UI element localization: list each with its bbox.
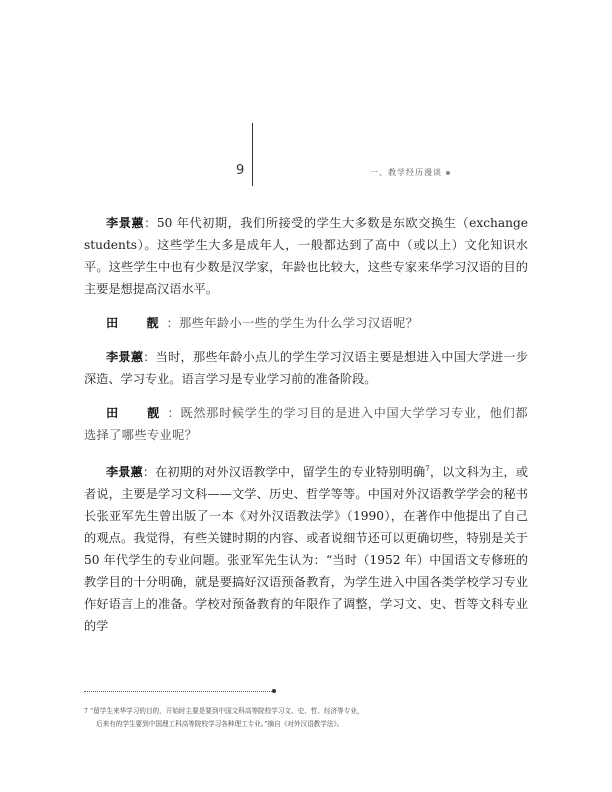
running-head-text: 一、教学经历漫谈 — [370, 168, 442, 177]
page-number: 9 — [236, 163, 245, 178]
footnote-divider-dot-icon — [272, 689, 276, 693]
running-head — [370, 167, 450, 178]
paragraph-2 — [84, 312, 528, 334]
paragraph-text: ：既然那时候学生的学习目的是进入中国大学学习专业，他们都选择了哪些专业呢？ — [84, 406, 529, 442]
footnote-line-1: “留学生来华学习的目的，开始时主要是要到中国文科高等院校学习文、史、哲、经济等专业， — [89, 707, 364, 715]
paragraph-3 — [84, 346, 528, 390]
footnote-mark: 7 — [84, 708, 88, 715]
footnote-line-2: 后来有的学生要到中国理工科高等院校学习各种理工专业。”摘自《对外汉语教学法》。 — [96, 720, 344, 728]
speaker-name: 李景蕙 — [106, 350, 144, 364]
speaker-name: 田 靓 — [106, 406, 168, 420]
body-text — [84, 212, 528, 649]
paragraph-text: ，以文科为主，或者说，主要是学习文科——文学、历史、哲学等等。中国对外汉语教学学会的秘书长张亚军先生曾出版了一本《对外汉语教法学》（1990），在著作中他提出了自己的观点。我觉得，有些关键时期的内容、或者说细节还可以更确切些，特别是关于 50 年代学生的专业问题。张亚军先生认为：“当时（1952 年）中国语文专修班的教学目的十分明确，就是要搞好汉语预备教育，为学生进入中国各类学校学习专业作好语言上的准备。学校对预备教育的年限作了调整，学习文、史、哲等文科专业的学 — [84, 465, 529, 634]
paragraph-1 — [84, 212, 528, 300]
speaker-name: 田 靓 — [106, 316, 167, 330]
paragraph-text: ：当时，那些年龄小点儿的学生学习汉语主要是想进入中国大学进一步深造、学习专业。语言学习是专业学习前的准备阶段。 — [84, 350, 529, 386]
footnote-divider — [84, 691, 274, 692]
footnote — [84, 705, 528, 730]
paragraph-5 — [84, 458, 528, 637]
speaker-name: 李景蕙 — [106, 216, 145, 230]
running-head-dot-icon — [446, 171, 450, 175]
header-vertical-rule — [252, 123, 253, 186]
paragraph-4 — [84, 402, 528, 446]
footnote-reference[interactable]: 7 — [425, 465, 430, 473]
paragraph-text: ：在初期的对外汉语教学中，留学生的专业特别明确 — [142, 465, 426, 480]
paragraph-text: ：那些年龄小一些的学生为什么学习汉语呢？ — [166, 316, 419, 330]
paragraph-text: ：50 年代初期，我们所接受的学生大多数是东欧交换生（exchange students）。这些学生大多是成年人，一般都达到了高中（或以上）文化知识水平。这些学生中也有少数是汉学家，年龄也比较大，这些专家来华学习汉语的目的主要是想提高汉语水平。 — [84, 216, 528, 296]
speaker-name: 李景蕙 — [106, 465, 143, 480]
